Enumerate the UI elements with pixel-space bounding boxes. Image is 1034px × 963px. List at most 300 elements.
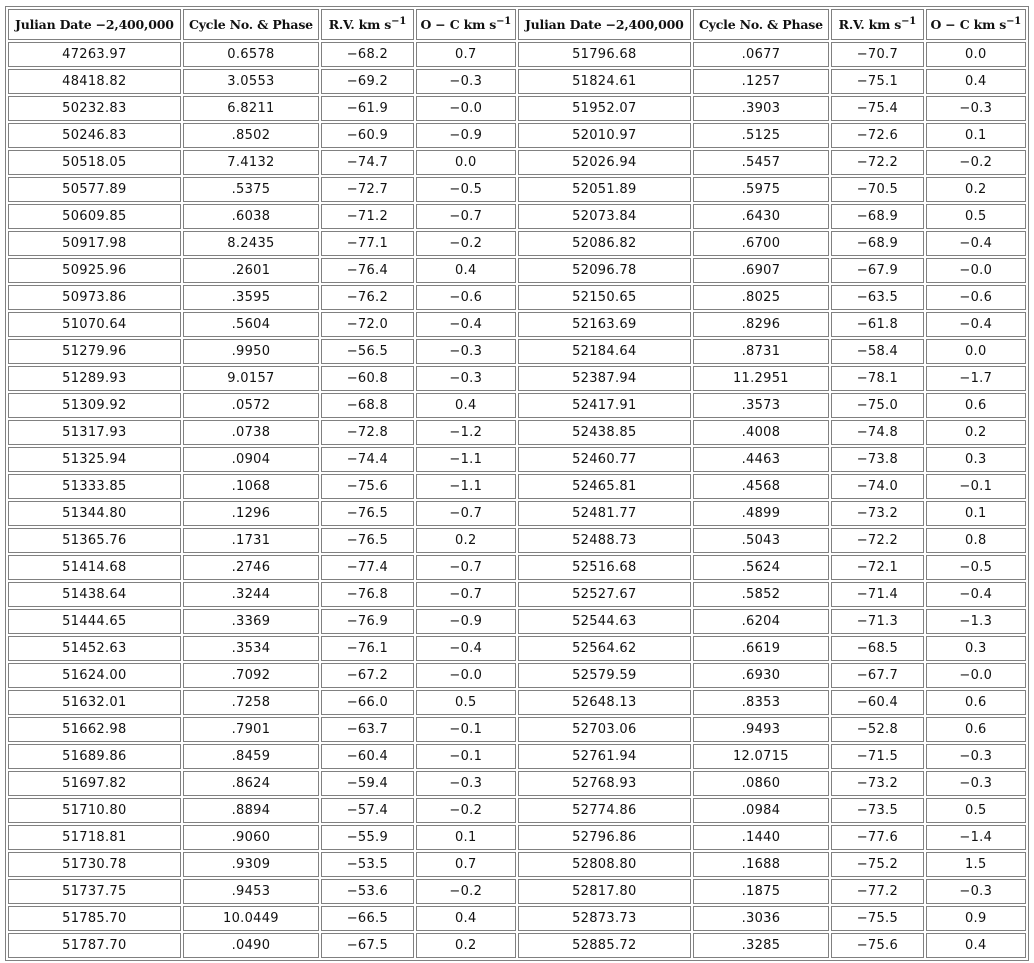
table-row — [8, 366, 1026, 391]
o-minus-c-cell: −0.7 — [416, 555, 516, 580]
cycle-phase-cell: .5457 — [693, 150, 830, 175]
cycle-phase-cell: 9.0157 — [183, 366, 320, 391]
radial-velocity-cell: −71.5 — [831, 744, 923, 769]
cycle-phase-cell: .0984 — [693, 798, 830, 823]
cycle-phase-cell: .3595 — [183, 285, 320, 310]
table-row — [8, 690, 1026, 715]
radial-velocity-cell: −68.2 — [321, 42, 413, 67]
radial-velocity-cell: −75.1 — [831, 69, 923, 94]
radial-velocity-cell: −67.2 — [321, 663, 413, 688]
julian-date-cell: 50973.86 — [8, 285, 181, 310]
radial-velocity-cell: −77.2 — [831, 879, 923, 904]
o-minus-c-cell: 0.4 — [926, 933, 1026, 958]
table-row — [8, 609, 1026, 634]
julian-date-cell: 51289.93 — [8, 366, 181, 391]
cycle-phase-cell: .3903 — [693, 96, 830, 121]
julian-date-cell: 52051.89 — [518, 177, 691, 202]
radial-velocity-cell: −60.8 — [321, 366, 413, 391]
radial-velocity-cell: −76.2 — [321, 285, 413, 310]
cycle-phase-cell: .5375 — [183, 177, 320, 202]
julian-date-cell: 51632.01 — [8, 690, 181, 715]
radial-velocity-cell: −76.5 — [321, 528, 413, 553]
cycle-phase-cell: .6907 — [693, 258, 830, 283]
radial-velocity-cell: −75.4 — [831, 96, 923, 121]
o-minus-c-cell: 0.4 — [926, 69, 1026, 94]
o-minus-c-cell: −1.1 — [416, 447, 516, 472]
radial-velocity-cell: −76.5 — [321, 501, 413, 526]
julian-date-cell: 51438.64 — [8, 582, 181, 607]
radial-velocity-cell: −68.5 — [831, 636, 923, 661]
table-header — [8, 9, 1026, 40]
cycle-phase-cell: .1257 — [693, 69, 830, 94]
cycle-phase-cell: .5043 — [693, 528, 830, 553]
cycle-phase-cell: .4463 — [693, 447, 830, 472]
radial-velocity-cell: −60.4 — [831, 690, 923, 715]
o-minus-c-cell: −0.1 — [416, 717, 516, 742]
o-minus-c-cell: −1.4 — [926, 825, 1026, 850]
radial-velocity-cell: −72.0 — [321, 312, 413, 337]
julian-date-cell: 50577.89 — [8, 177, 181, 202]
julian-date-cell: 52817.80 — [518, 879, 691, 904]
cycle-phase-cell: .3244 — [183, 582, 320, 607]
julian-date-cell: 52438.85 — [518, 420, 691, 445]
o-minus-c-cell: −0.6 — [926, 285, 1026, 310]
cycle-phase-cell: .3285 — [693, 933, 830, 958]
cycle-phase-cell: .0677 — [693, 42, 830, 67]
o-minus-c-cell: −0.7 — [416, 582, 516, 607]
o-minus-c-cell: 0.0 — [926, 42, 1026, 67]
cycle-phase-cell: .6430 — [693, 204, 830, 229]
o-minus-c-cell: −0.3 — [926, 744, 1026, 769]
julian-date-cell: 51624.00 — [8, 663, 181, 688]
o-minus-c-cell: 0.1 — [926, 123, 1026, 148]
radial-velocity-cell: −61.9 — [321, 96, 413, 121]
radial-velocity-cell: −55.9 — [321, 825, 413, 850]
cycle-phase-cell: .9950 — [183, 339, 320, 364]
radial-velocity-cell: −77.6 — [831, 825, 923, 850]
o-minus-c-cell: −0.0 — [926, 663, 1026, 688]
cycle-phase-cell: .0572 — [183, 393, 320, 418]
table-row — [8, 420, 1026, 445]
o-minus-c-cell: 0.2 — [926, 177, 1026, 202]
table-row — [8, 636, 1026, 661]
table-row — [8, 150, 1026, 175]
header-radial-velocity — [321, 9, 413, 40]
radial-velocity-cell: −72.2 — [831, 528, 923, 553]
cycle-phase-cell: .8459 — [183, 744, 320, 769]
table-row — [8, 312, 1026, 337]
radial-velocity-cell: −75.0 — [831, 393, 923, 418]
radial-velocity-cell: −75.6 — [321, 474, 413, 499]
header-rv-label: R.V. km s — [328, 17, 392, 32]
cycle-phase-cell: .1296 — [183, 501, 320, 526]
radial-velocity-cell: −70.5 — [831, 177, 923, 202]
table-body — [8, 42, 1026, 958]
julian-date-cell: 52885.72 — [518, 933, 691, 958]
cycle-phase-cell: .9060 — [183, 825, 320, 850]
julian-date-cell: 51730.78 — [8, 852, 181, 877]
table-row — [8, 258, 1026, 283]
cycle-phase-cell: 10.0449 — [183, 906, 320, 931]
cycle-phase-cell: .1875 — [693, 879, 830, 904]
radial-velocity-cell: −68.9 — [831, 231, 923, 256]
o-minus-c-cell: 0.3 — [926, 636, 1026, 661]
o-minus-c-cell: 0.6 — [926, 393, 1026, 418]
julian-date-cell: 52808.80 — [518, 852, 691, 877]
julian-date-cell: 52460.77 — [518, 447, 691, 472]
julian-date-cell: 51452.63 — [8, 636, 181, 661]
cycle-phase-cell: .5604 — [183, 312, 320, 337]
cycle-phase-cell: .5624 — [693, 555, 830, 580]
radial-velocity-cell: −67.7 — [831, 663, 923, 688]
o-minus-c-cell: −0.9 — [416, 123, 516, 148]
julian-date-cell: 51824.61 — [518, 69, 691, 94]
table-row — [8, 933, 1026, 958]
julian-date-cell: 51697.82 — [8, 771, 181, 796]
julian-date-cell: 51662.98 — [8, 717, 181, 742]
cycle-phase-cell: .3573 — [693, 393, 830, 418]
o-minus-c-cell: 0.1 — [926, 501, 1026, 526]
cycle-phase-cell: .5975 — [693, 177, 830, 202]
o-minus-c-cell: −1.3 — [926, 609, 1026, 634]
cycle-phase-cell: .2746 — [183, 555, 320, 580]
cycle-phase-cell: 3.0553 — [183, 69, 320, 94]
header-row — [8, 9, 1026, 40]
radial-velocity-cell: −61.8 — [831, 312, 923, 337]
julian-date-cell: 52488.73 — [518, 528, 691, 553]
cycle-phase-cell: 7.4132 — [183, 150, 320, 175]
table-row — [8, 582, 1026, 607]
table-row — [8, 285, 1026, 310]
table-row — [8, 555, 1026, 580]
radial-velocity-cell: −78.1 — [831, 366, 923, 391]
julian-date-cell: 51952.07 — [518, 96, 691, 121]
table-row — [8, 906, 1026, 931]
cycle-phase-cell: .1688 — [693, 852, 830, 877]
o-minus-c-cell: −0.2 — [926, 150, 1026, 175]
table-row — [8, 42, 1026, 67]
o-minus-c-cell: 0.5 — [926, 798, 1026, 823]
o-minus-c-cell: −0.3 — [416, 771, 516, 796]
julian-date-cell: 51365.76 — [8, 528, 181, 553]
cycle-phase-cell: .0860 — [693, 771, 830, 796]
cycle-phase-cell: .8624 — [183, 771, 320, 796]
julian-date-cell: 51737.75 — [8, 879, 181, 904]
o-minus-c-cell: 0.4 — [416, 393, 516, 418]
o-minus-c-cell: 0.1 — [416, 825, 516, 850]
julian-date-cell: 52761.94 — [518, 744, 691, 769]
cycle-phase-cell: 12.0715 — [693, 744, 830, 769]
julian-date-cell: 52527.67 — [518, 582, 691, 607]
radial-velocity-cell: −60.4 — [321, 744, 413, 769]
o-minus-c-cell: 0.6 — [926, 690, 1026, 715]
cycle-phase-cell: .6619 — [693, 636, 830, 661]
o-minus-c-cell: −0.4 — [926, 312, 1026, 337]
radial-velocity-cell: −75.6 — [831, 933, 923, 958]
radial-velocity-cell: −74.4 — [321, 447, 413, 472]
julian-date-cell: 51414.68 — [8, 555, 181, 580]
cycle-phase-cell: .3534 — [183, 636, 320, 661]
table-row — [8, 528, 1026, 553]
cycle-phase-cell: .4008 — [693, 420, 830, 445]
julian-date-cell: 50246.83 — [8, 123, 181, 148]
cycle-phase-cell: .0904 — [183, 447, 320, 472]
radial-velocity-cell: −66.5 — [321, 906, 413, 931]
julian-date-cell: 52465.81 — [518, 474, 691, 499]
cycle-phase-cell: .8894 — [183, 798, 320, 823]
julian-date-cell: 52516.68 — [518, 555, 691, 580]
julian-date-cell: 52481.77 — [518, 501, 691, 526]
table-row — [8, 663, 1026, 688]
o-minus-c-cell: 1.5 — [926, 852, 1026, 877]
julian-date-cell: 51785.70 — [8, 906, 181, 931]
o-minus-c-cell: 0.9 — [926, 906, 1026, 931]
radial-velocity-cell: −76.8 — [321, 582, 413, 607]
julian-date-cell: 50232.83 — [8, 96, 181, 121]
o-minus-c-cell: −0.1 — [926, 474, 1026, 499]
julian-date-cell: 51317.93 — [8, 420, 181, 445]
o-minus-c-cell: −0.5 — [416, 177, 516, 202]
cycle-phase-cell: .6700 — [693, 231, 830, 256]
o-minus-c-cell: −0.1 — [416, 744, 516, 769]
julian-date-cell: 51689.86 — [8, 744, 181, 769]
radial-velocity-cell: −66.0 — [321, 690, 413, 715]
julian-date-cell: 51070.64 — [8, 312, 181, 337]
cycle-phase-cell: .5125 — [693, 123, 830, 148]
cycle-phase-cell: .9453 — [183, 879, 320, 904]
header-oc-exponent: −1 — [496, 16, 512, 27]
radial-velocity-cell: −77.4 — [321, 555, 413, 580]
table-row — [8, 744, 1026, 769]
radial-velocity-cell: −73.2 — [831, 501, 923, 526]
radial-velocity-cell: −73.5 — [831, 798, 923, 823]
julian-date-cell: 52768.93 — [518, 771, 691, 796]
o-minus-c-cell: −0.0 — [926, 258, 1026, 283]
radial-velocity-cell: −77.1 — [321, 231, 413, 256]
o-minus-c-cell: −0.4 — [926, 231, 1026, 256]
radial-velocity-cell: −74.8 — [831, 420, 923, 445]
o-minus-c-cell: −0.2 — [416, 231, 516, 256]
o-minus-c-cell: 0.2 — [926, 420, 1026, 445]
julian-date-cell: 52703.06 — [518, 717, 691, 742]
table-row — [8, 447, 1026, 472]
header-rv-label: R.V. km s — [838, 17, 902, 32]
o-minus-c-cell: −0.0 — [416, 96, 516, 121]
o-minus-c-cell: −0.4 — [416, 312, 516, 337]
radial-velocity-cell: −76.4 — [321, 258, 413, 283]
table-row — [8, 69, 1026, 94]
radial-velocity-cell: −72.1 — [831, 555, 923, 580]
radial-velocity-cell: −74.7 — [321, 150, 413, 175]
cycle-phase-cell: .8296 — [693, 312, 830, 337]
header-cycle-phase: Cycle No. & Phase — [183, 9, 320, 40]
o-minus-c-cell: 0.5 — [926, 204, 1026, 229]
o-minus-c-cell: −0.3 — [416, 366, 516, 391]
o-minus-c-cell: −0.7 — [416, 204, 516, 229]
o-minus-c-cell: 0.0 — [926, 339, 1026, 364]
table-row — [8, 852, 1026, 877]
radial-velocity-cell: −58.4 — [831, 339, 923, 364]
header-oc-label: O − C km s — [930, 17, 1007, 32]
julian-date-cell: 52648.13 — [518, 690, 691, 715]
julian-date-cell: 50518.05 — [8, 150, 181, 175]
o-minus-c-cell: 0.4 — [416, 906, 516, 931]
table-row — [8, 177, 1026, 202]
o-minus-c-cell: −0.2 — [416, 798, 516, 823]
o-minus-c-cell: −1.2 — [416, 420, 516, 445]
o-minus-c-cell: 0.7 — [416, 42, 516, 67]
julian-date-cell: 48418.82 — [8, 69, 181, 94]
radial-velocity-cell: −73.2 — [831, 771, 923, 796]
cycle-phase-cell: 11.2951 — [693, 366, 830, 391]
header-cycle-phase: Cycle No. & Phase — [693, 9, 830, 40]
table-row — [8, 393, 1026, 418]
radial-velocity-cell: −67.5 — [321, 933, 413, 958]
table-container — [5, 6, 1029, 961]
table-row — [8, 501, 1026, 526]
o-minus-c-cell: 0.6 — [926, 717, 1026, 742]
cycle-phase-cell: 6.8211 — [183, 96, 320, 121]
julian-date-cell: 51710.80 — [8, 798, 181, 823]
header-oc-exponent: −1 — [1006, 16, 1022, 27]
julian-date-cell: 51333.85 — [8, 474, 181, 499]
o-minus-c-cell: −0.4 — [926, 582, 1026, 607]
cycle-phase-cell: .6038 — [183, 204, 320, 229]
cycle-phase-cell: .4899 — [693, 501, 830, 526]
table-row — [8, 339, 1026, 364]
julian-date-cell: 51344.80 — [8, 501, 181, 526]
cycle-phase-cell: .8731 — [693, 339, 830, 364]
julian-date-cell: 50917.98 — [8, 231, 181, 256]
julian-date-cell: 52564.62 — [518, 636, 691, 661]
cycle-phase-cell: .1731 — [183, 528, 320, 553]
julian-date-cell: 52150.65 — [518, 285, 691, 310]
radial-velocity-cell: −59.4 — [321, 771, 413, 796]
radial-velocity-cell: −76.9 — [321, 609, 413, 634]
cycle-phase-cell: .0738 — [183, 420, 320, 445]
o-minus-c-cell: −0.3 — [926, 879, 1026, 904]
cycle-phase-cell: .2601 — [183, 258, 320, 283]
o-minus-c-cell: −1.7 — [926, 366, 1026, 391]
julian-date-cell: 52774.86 — [518, 798, 691, 823]
table-row — [8, 825, 1026, 850]
table-row — [8, 717, 1026, 742]
table-row — [8, 771, 1026, 796]
cycle-phase-cell: .8025 — [693, 285, 830, 310]
radial-velocity-cell: −71.4 — [831, 582, 923, 607]
julian-date-cell: 52579.59 — [518, 663, 691, 688]
table-row — [8, 231, 1026, 256]
julian-date-cell: 52544.63 — [518, 609, 691, 634]
o-minus-c-cell: 0.5 — [416, 690, 516, 715]
header-oc-label: O − C km s — [420, 17, 497, 32]
radial-velocity-cell: −72.8 — [321, 420, 413, 445]
cycle-phase-cell: .1440 — [693, 825, 830, 850]
table-row — [8, 798, 1026, 823]
header-o-minus-c — [416, 9, 516, 40]
radial-velocity-cell: −72.2 — [831, 150, 923, 175]
table-row — [8, 204, 1026, 229]
cycle-phase-cell: .8502 — [183, 123, 320, 148]
julian-date-cell: 50925.96 — [8, 258, 181, 283]
table-row — [8, 879, 1026, 904]
table-row — [8, 123, 1026, 148]
cycle-phase-cell: 0.6578 — [183, 42, 320, 67]
radial-velocity-cell: −53.5 — [321, 852, 413, 877]
o-minus-c-cell: −0.3 — [416, 69, 516, 94]
radial-velocity-cell: −76.1 — [321, 636, 413, 661]
radial-velocity-table — [5, 6, 1029, 961]
o-minus-c-cell: −0.6 — [416, 285, 516, 310]
radial-velocity-cell: −72.7 — [321, 177, 413, 202]
o-minus-c-cell: 0.2 — [416, 528, 516, 553]
radial-velocity-cell: −52.8 — [831, 717, 923, 742]
o-minus-c-cell: −1.1 — [416, 474, 516, 499]
o-minus-c-cell: 0.8 — [926, 528, 1026, 553]
header-julian-date: Julian Date −2,400,000 — [518, 9, 691, 40]
julian-date-cell: 52796.86 — [518, 825, 691, 850]
radial-velocity-cell: −63.5 — [831, 285, 923, 310]
o-minus-c-cell: −0.2 — [416, 879, 516, 904]
cycle-phase-cell: .7092 — [183, 663, 320, 688]
radial-velocity-cell: −75.2 — [831, 852, 923, 877]
o-minus-c-cell: 0.4 — [416, 258, 516, 283]
cycle-phase-cell: .8353 — [693, 690, 830, 715]
header-radial-velocity — [831, 9, 923, 40]
o-minus-c-cell: −0.4 — [416, 636, 516, 661]
radial-velocity-cell: −70.7 — [831, 42, 923, 67]
julian-date-cell: 52184.64 — [518, 339, 691, 364]
julian-date-cell: 50609.85 — [8, 204, 181, 229]
julian-date-cell: 51718.81 — [8, 825, 181, 850]
header-julian-date: Julian Date −2,400,000 — [8, 9, 181, 40]
o-minus-c-cell: 0.3 — [926, 447, 1026, 472]
cycle-phase-cell: .6204 — [693, 609, 830, 634]
cycle-phase-cell: .9493 — [693, 717, 830, 742]
o-minus-c-cell: 0.0 — [416, 150, 516, 175]
julian-date-cell: 51444.65 — [8, 609, 181, 634]
cycle-phase-cell: .1068 — [183, 474, 320, 499]
julian-date-cell: 51325.94 — [8, 447, 181, 472]
cycle-phase-cell: .3036 — [693, 906, 830, 931]
header-rv-exponent: −1 — [901, 16, 917, 27]
radial-velocity-cell: −67.9 — [831, 258, 923, 283]
radial-velocity-cell: −74.0 — [831, 474, 923, 499]
o-minus-c-cell: −0.3 — [926, 771, 1026, 796]
julian-date-cell: 52010.97 — [518, 123, 691, 148]
julian-date-cell: 52387.94 — [518, 366, 691, 391]
header-rv-exponent: −1 — [391, 16, 407, 27]
julian-date-cell: 52873.73 — [518, 906, 691, 931]
cycle-phase-cell: .7901 — [183, 717, 320, 742]
radial-velocity-cell: −69.2 — [321, 69, 413, 94]
julian-date-cell: 51796.68 — [518, 42, 691, 67]
radial-velocity-cell: −68.8 — [321, 393, 413, 418]
julian-date-cell: 51309.92 — [8, 393, 181, 418]
cycle-phase-cell: .4568 — [693, 474, 830, 499]
radial-velocity-cell: −75.5 — [831, 906, 923, 931]
cycle-phase-cell: 8.2435 — [183, 231, 320, 256]
cycle-phase-cell: .3369 — [183, 609, 320, 634]
o-minus-c-cell: −0.0 — [416, 663, 516, 688]
o-minus-c-cell: −0.3 — [416, 339, 516, 364]
radial-velocity-cell: −71.2 — [321, 204, 413, 229]
julian-date-cell: 47263.97 — [8, 42, 181, 67]
cycle-phase-cell: .9309 — [183, 852, 320, 877]
radial-velocity-cell: −56.5 — [321, 339, 413, 364]
o-minus-c-cell: −0.7 — [416, 501, 516, 526]
header-o-minus-c — [926, 9, 1026, 40]
